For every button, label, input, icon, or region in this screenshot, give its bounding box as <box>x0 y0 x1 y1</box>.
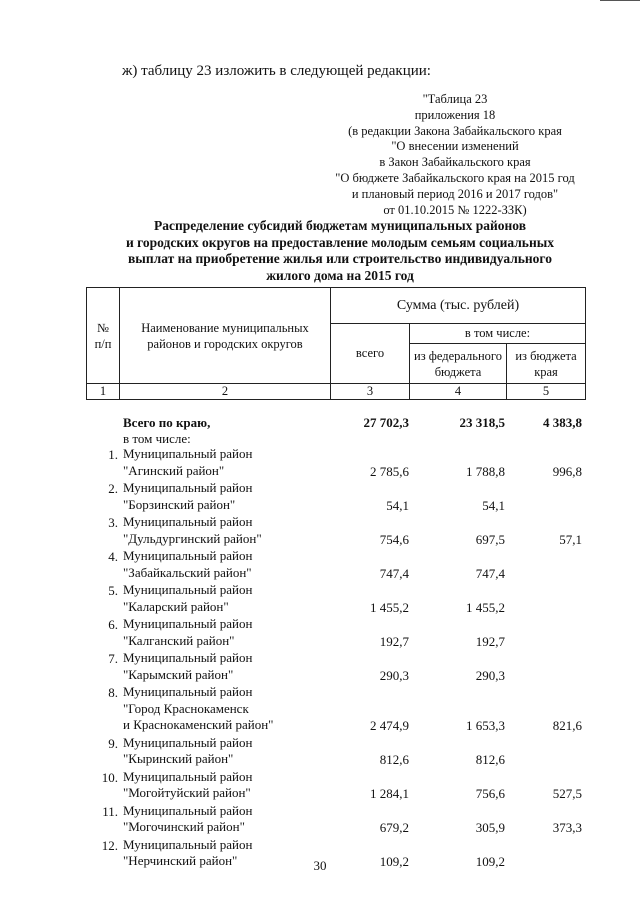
row-value-regional: 373,3 <box>552 820 582 835</box>
district-rows <box>86 446 586 871</box>
row-value-federal: 192,7 <box>475 633 505 649</box>
total-value-federal: 23 318,5 <box>459 415 505 430</box>
row-value-federal: 1 788,8 <box>466 463 505 479</box>
row-name-line: Муниципальный район <box>123 684 253 699</box>
row-name <box>123 480 252 513</box>
row-value-federal: 290,3 <box>475 667 505 683</box>
total-row <box>86 414 586 446</box>
row-value-total: 2 474,9 <box>370 718 409 733</box>
row-number: 12. <box>101 837 118 853</box>
row-number: 3. <box>108 515 118 530</box>
intro-text: ж) таблицу 23 изложить в следующей редакции: <box>122 63 431 79</box>
row-value-federal: 1 653,3 <box>466 718 505 733</box>
row-value-total: 679,2 <box>379 820 409 835</box>
row-value-regional: 996,8 <box>552 463 582 479</box>
row-number: 4. <box>108 549 118 564</box>
row-value-federal: 747,4 <box>475 565 505 581</box>
col-number: 2 <box>120 384 331 400</box>
col-number: 4 <box>410 384 507 400</box>
row-number: 8. <box>108 685 118 700</box>
row-name-line: "Город Краснокаменск <box>123 700 249 716</box>
table-row <box>86 769 586 803</box>
table-row <box>86 446 586 480</box>
row-name-line: "Забайкальский район" <box>123 564 252 580</box>
row-value-regional: 57,1 <box>559 531 582 547</box>
row-value-total: 109,2 <box>379 854 409 869</box>
row-value-total: 747,4 <box>379 565 409 581</box>
row-name-line: Муниципальный район <box>123 548 253 563</box>
row-name-line: Муниципальный район <box>123 734 253 750</box>
row-name-line: "Калганский район" <box>123 632 235 648</box>
table-row <box>86 735 586 769</box>
reference-line: "О бюджете Забайкальского края на 2015 год <box>335 170 575 185</box>
row-name <box>123 616 252 649</box>
row-name-line: "Агинский район" <box>123 462 225 478</box>
total-sub-label: в том числе: <box>123 431 191 446</box>
table-row <box>86 480 586 514</box>
title-line: жилого дома на 2015 год <box>266 267 414 283</box>
row-value-total: 192,7 <box>379 633 409 649</box>
reference-line: и плановый период 2016 и 2017 годов" <box>351 186 559 201</box>
col-number: 5 <box>507 384 586 400</box>
header-sum: Сумма (тыс. рублей) <box>331 288 586 324</box>
row-name <box>123 548 252 581</box>
page-corner-line <box>600 0 640 5</box>
row-name <box>123 582 252 615</box>
reference-line: "О внесении изменений <box>391 139 519 154</box>
table-row <box>86 514 586 548</box>
row-name <box>123 735 252 768</box>
row-value-total: 1 455,2 <box>370 599 409 615</box>
row-number: 1. <box>108 447 118 462</box>
header-total: всего <box>331 324 410 384</box>
row-name-line: "Каларский район" <box>123 598 229 614</box>
header-federal: из федерального бюджета <box>410 344 507 384</box>
row-number: 6. <box>108 617 118 632</box>
total-value-total: 27 702,3 <box>363 415 409 430</box>
title-line: Распределение субсидий бюджетам муниципальных районов <box>153 218 527 233</box>
row-value-federal: 756,6 <box>475 786 505 801</box>
row-value-federal: 1 455,2 <box>466 599 505 615</box>
row-number: 7. <box>108 651 118 666</box>
header-num: № п/п <box>87 288 120 384</box>
row-value-federal: 697,5 <box>475 531 505 547</box>
table-row <box>86 548 586 582</box>
row-value-federal: 109,2 <box>475 854 505 869</box>
row-name-line: Муниципальный район <box>123 836 253 852</box>
row-name-line: Муниципальный район <box>123 514 253 529</box>
reference-line: от 01.10.2015 № 1222-ЗЗК) <box>383 202 527 217</box>
table-row <box>86 684 586 735</box>
table-body <box>86 414 586 871</box>
header-name: Наименование муниципальных районов и городских округов <box>120 288 331 384</box>
row-value-regional: 527,5 <box>552 786 582 801</box>
col-number: 3 <box>331 384 410 400</box>
row-name-line: Муниципальный район <box>123 582 253 597</box>
table-header <box>86 287 586 400</box>
row-name <box>123 684 273 734</box>
row-name-line: Муниципальный район <box>123 802 253 818</box>
table-title <box>90 218 590 284</box>
row-name-line: "Борзинский район" <box>123 496 236 512</box>
header-regional: из бюджета края <box>507 344 586 384</box>
reference-line: приложения 18 <box>414 107 496 122</box>
row-name <box>123 514 262 547</box>
title-line: выплат на приобретение жилья или строительство индивидуального <box>128 251 552 266</box>
total-value-regional: 4 383,8 <box>543 415 582 430</box>
row-name-line: "Нерчинский район" <box>123 853 238 868</box>
row-name-line: и Краснокаменский район" <box>123 717 274 732</box>
row-name-line: Муниципальный район <box>123 650 253 665</box>
table-row <box>86 650 586 684</box>
table-reference-note <box>330 92 580 218</box>
row-value-total: 1 284,1 <box>370 786 409 801</box>
row-name-line: "Дульдургинский район" <box>123 530 262 546</box>
row-name-line: "Могойтуйский район" <box>123 785 251 800</box>
row-number: 11. <box>102 803 118 819</box>
row-name <box>123 446 252 479</box>
row-value-federal: 305,9 <box>475 820 505 835</box>
row-name-line: Муниципальный район <box>123 616 253 631</box>
row-value-total: 812,6 <box>379 752 409 767</box>
total-label: Всего по краю, <box>123 415 211 430</box>
row-value-total: 2 785,6 <box>370 463 409 479</box>
row-number: 9. <box>108 735 118 751</box>
title-line: и городских округов на предоставление молодым семьям социальных <box>125 234 555 250</box>
header-including: в том числе: <box>410 324 586 344</box>
row-value-federal: 54,1 <box>482 497 505 513</box>
row-name <box>123 803 252 836</box>
row-number: 10. <box>101 769 118 785</box>
table-row <box>86 803 586 837</box>
row-number: 2. <box>108 481 118 496</box>
row-value-regional: 821,6 <box>552 718 582 733</box>
row-value-federal: 812,6 <box>475 752 505 767</box>
row-name <box>123 769 252 802</box>
reference-line: (в редакции Закона Забайкальского края <box>348 123 562 138</box>
reference-line: "Таблица 23 <box>422 92 488 106</box>
row-name-line: "Карымский район" <box>123 666 234 682</box>
row-name-line: Муниципальный район <box>123 480 253 495</box>
row-name-line: "Кыринский район" <box>123 751 234 766</box>
col-number: 1 <box>87 384 120 400</box>
row-value-total: 54,1 <box>386 497 409 513</box>
row-name-line: Муниципальный район <box>123 768 253 784</box>
table-row <box>86 582 586 616</box>
row-name-line: Муниципальный район <box>123 446 253 461</box>
row-name-line: "Могочинский район" <box>123 819 245 834</box>
row-number: 5. <box>108 583 118 598</box>
page-number: 30 <box>313 858 327 873</box>
reference-line: в Закон Забайкальского края <box>379 155 531 170</box>
row-value-total: 290,3 <box>379 667 409 683</box>
row-name <box>123 650 252 683</box>
row-value-total: 754,6 <box>379 531 409 547</box>
table-row <box>86 616 586 650</box>
